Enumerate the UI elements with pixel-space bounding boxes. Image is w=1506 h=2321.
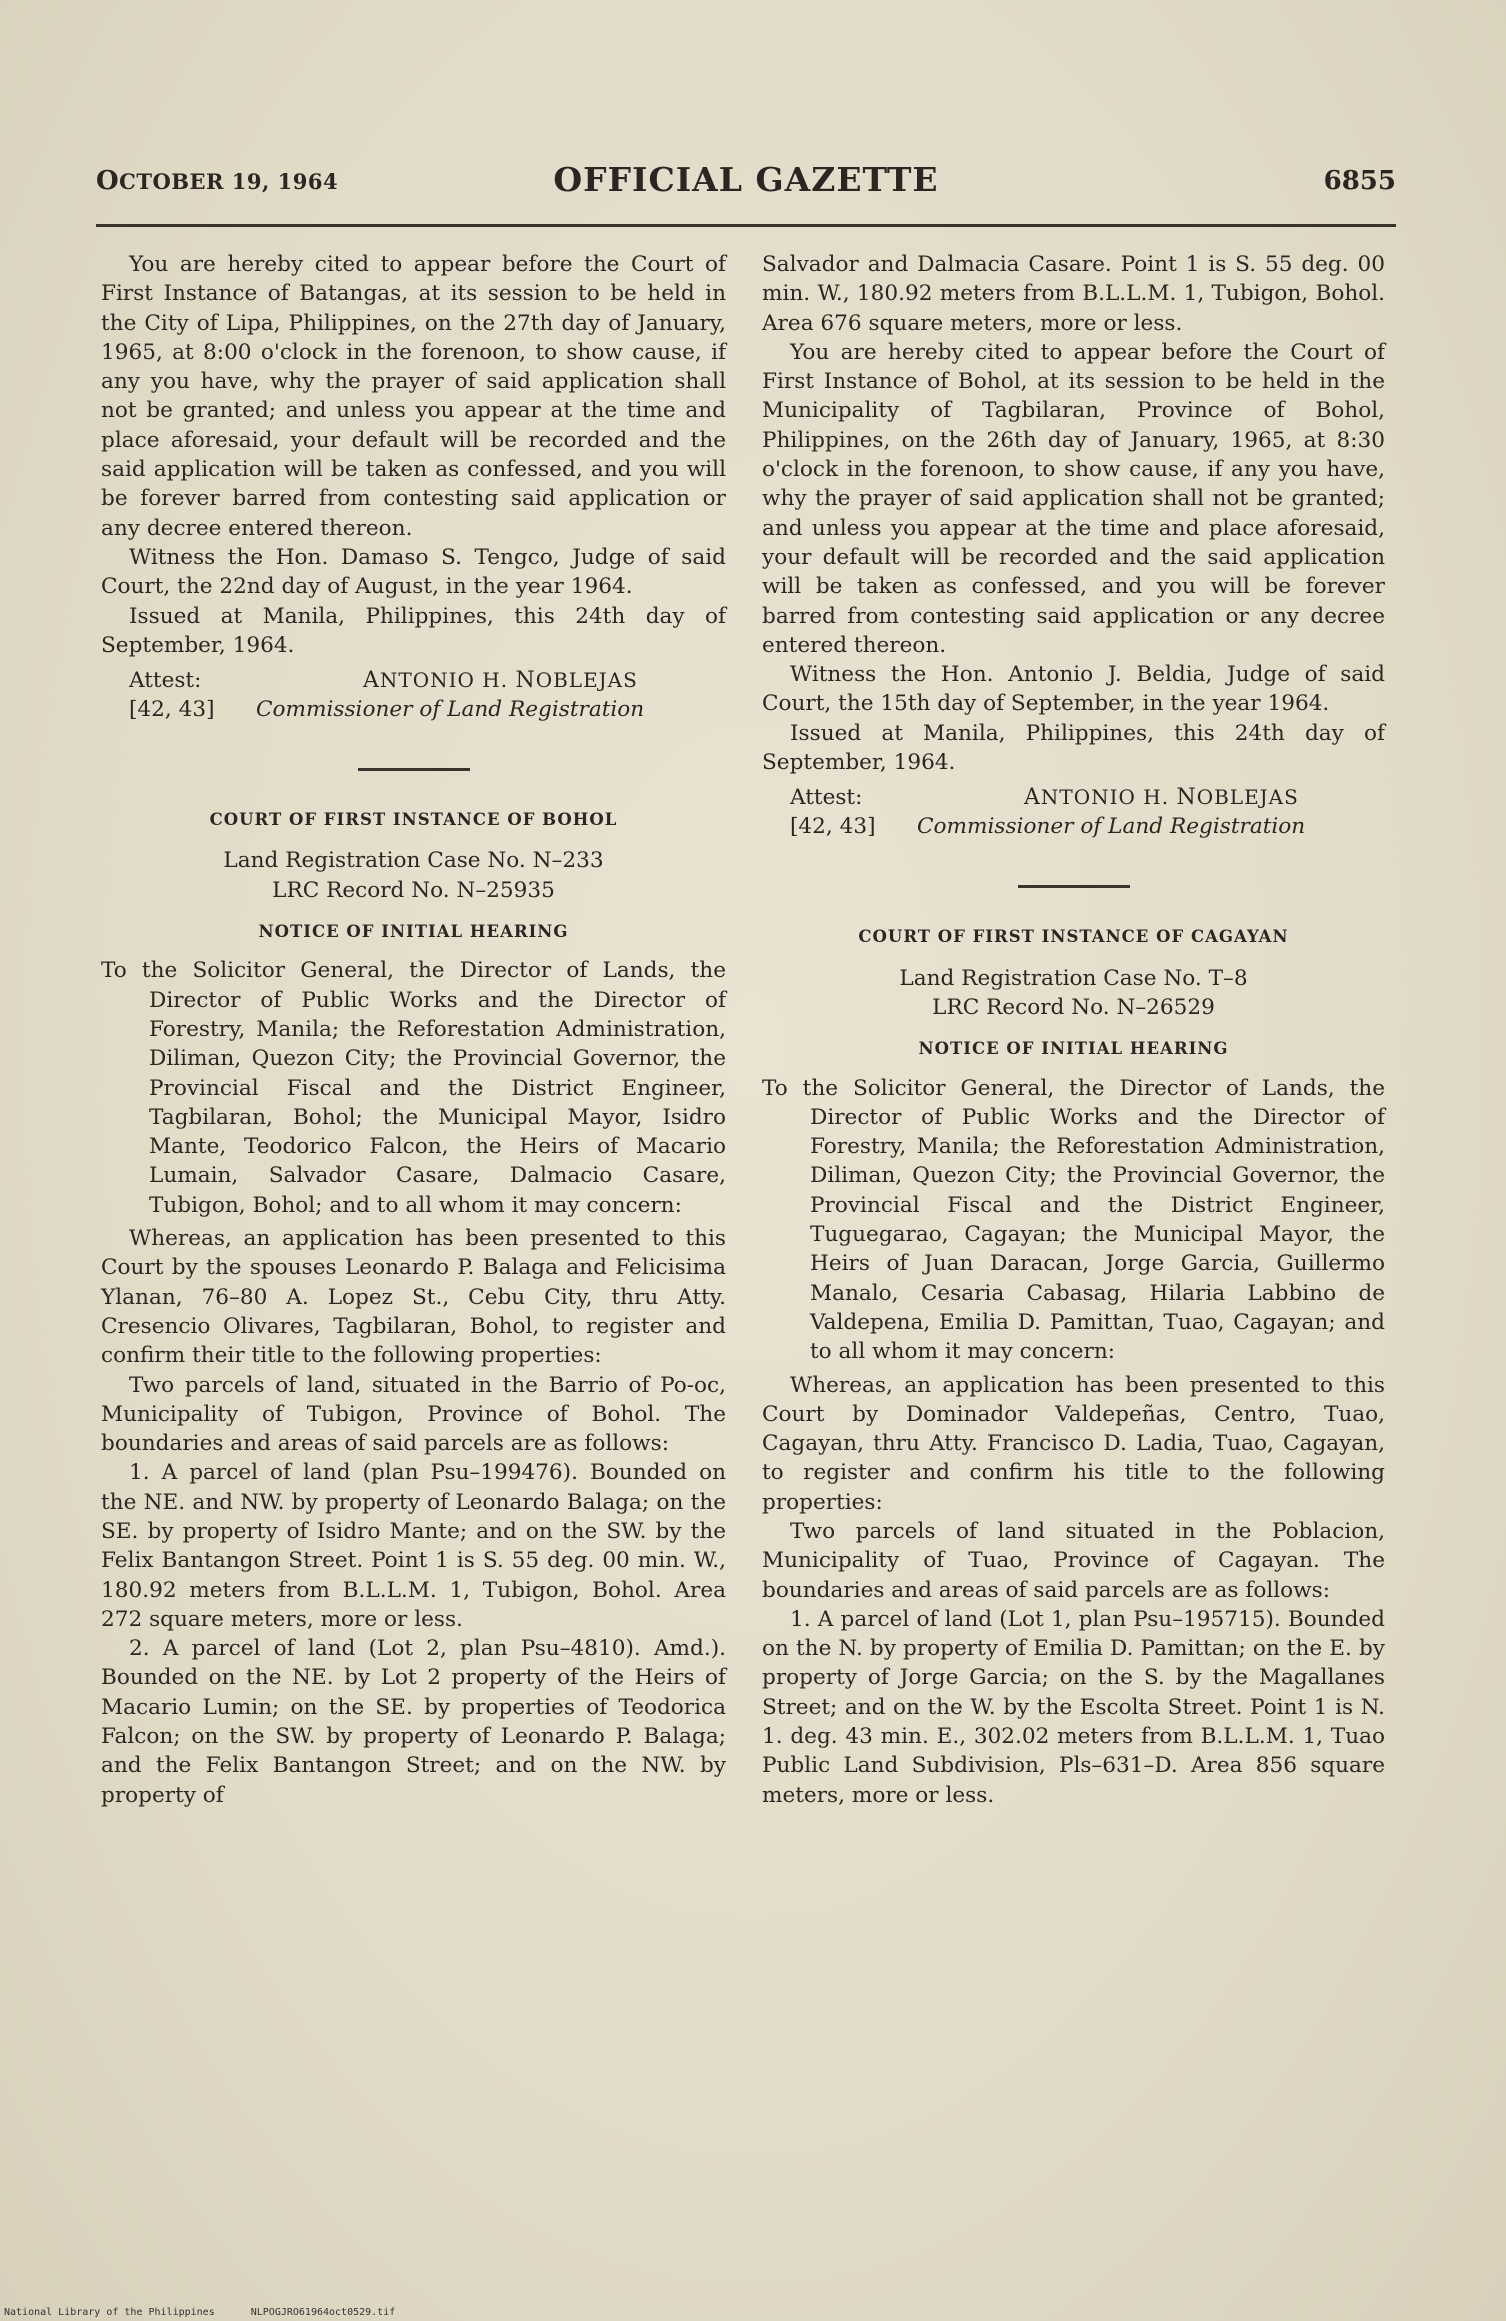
paragraph: Witness the Hon. Damaso S. Tengco, Judge of said Court, the 22nd day of August, in the year 1964. [101,544,726,600]
attest-label: Attest: [790,785,863,811]
court-heading: COURT OF FIRST INSTANCE OF BOHOL [209,810,618,830]
lrc-record-number: LRC Record No. N–25935 [272,877,555,903]
paragraph: Whereas, an application has been presented to this Court by Dominador Valdepeñas, Centro, Tuao, Cagayan, thru Atty. Francisco D. Ladia, Tuao, Cagayan, to register and confirm his title to the following properties: [762,1372,1385,1515]
case-number: Land Registration Case No. T–8 [899,965,1248,991]
attestation [101,666,726,726]
attest-title: Commissioner of Land Registration [917,814,1306,840]
paragraph: You are hereby cited to appear before the Court of First Instance of Batangas, at its session to be held in the City of Lipa, Philippines, on the 27th day of January, 1965, at 8:00 o'clock in the forenoon, to show cause, if any you have, why the prayer of said application shall not be granted; and unless you appear at the time and place aforesaid, your default will be recorded and the said application will be taken as confessed, and you will be forever barred from contesting said application or any decree entered thereon. [101,252,726,541]
paragraph: You are hereby cited to appear before the Court of First Instance of Bohol, at its session to be held in the Municipality of Tagbilaran, Province of Bohol, Philippines, on the 26th day of January, 1965, at 8:30 o'clock in the forenoon, to show cause, if any you have, why the prayer of said application shall not be granted; and unless you appear at the time and place aforesaid, your default will be recorded and the said application will be taken as confessed, and you will be forever barred from contesting said application or any decree entered thereon. [762,339,1385,658]
page-number: 6855 [1323,166,1396,196]
attest-reference: [42, 43] [790,814,876,840]
left-column [101,250,726,1810]
attest-label: Attest: [129,668,202,694]
paragraph: 2. A parcel of land (Lot 2, plan Psu–4810). Amd.). Bounded on the NE. by Lot 2 property of the Heirs of Macario Lumin; on the SE. by properties of Teodorica Falcon; on the SW. by property of Leonardo P. Balaga; and the Felix Bantangon Street; and on the NW. by property of [101,1636,726,1808]
addressees: To the Solicitor General, the Director of Lands, the Director of Public Works and the Director of Forestry, Manila; the Reforestation Administration, Diliman, Quezon City; the Provincial Governor, the Provincial Fiscal and the District Engineer, Tagbilaran, Bohol; the Municipal Mayor, Isidro Mante, Teodorico Falcon, the Heirs of Macario Lumain, Salvador Casare, Dalmacio Casare, Tubigon, Bohol; and to all whom it may concern: [101,958,726,1218]
attest-signatory: ANTONIO H. NOBLEJAS [1024,785,1299,811]
notice-heading: NOTICE OF INITIAL HEARING [258,922,569,942]
attest-title: Commissioner of Land Registration [256,697,645,723]
paragraph: Two parcels of land situated in the Poblacion, Municipality of Tuao, Province of Cagayan. The boundaries and areas of said parcels are as follows: [762,1518,1385,1603]
paragraph: 1. A parcel of land (plan Psu–199476). Bounded on the NE. and NW. by property of Leonardo Balaga; on the SE. by property of Isidro Mante; and on the SW. by the Felix Bantangon Street. Point 1 is S. 55 deg. 00 min. W., 180.92 meters from B.L.L.M. 1, Tubigon, Bohol. Area 272 square meters, more or less. [101,1460,726,1632]
attestation [762,783,1385,843]
paragraph: Witness the Hon. Antonio J. Beldia, Judge of said Court, the 15th day of September, in the year 1964. [762,662,1385,717]
library-credit: National Library of the Philippines [4,2307,215,2318]
attest-reference: [42, 43] [129,697,215,723]
paragraph: Two parcels of land, situated in the Barrio of Po-oc, Municipality of Tubigon, Province of Bohol. The boundaries and areas of said parcels are as follows: [101,1372,726,1457]
paragraph: Whereas, an application has been presented to this Court by the spouses Leonardo P. Balaga and Felicisima Ylanan, 76–80 A. Lopez St., Cebu City, thru Atty. Cresencio Olivares, Tagbilaran, Bohol, to register and confirm their title to the following properties: [101,1226,726,1369]
court-heading: COURT OF FIRST INSTANCE OF CAGAYAN [858,927,1289,947]
section-separator [358,768,470,771]
scan-filename: NLPOGJRO61964oct0529.tif [250,2307,396,2318]
paragraph: Issued at Manila, Philippines, this 24th day of September, 1964. [762,720,1385,776]
paragraph: Salvador and Dalmacia Casare. Point 1 is S. 55 deg. 00 min. W., 180.92 meters from B.L.L.M. 1, Tubigon, Bohol. Area 676 square meters, more or less. [762,252,1385,336]
paragraph: 1. A parcel of land (Lot 1, plan Psu–195715). Bounded on the N. by property of Emilia D. Pamittan; on the E. by property of Jorge Garcia; on the S. by the Magallanes Street; and on the W. by the Escolta Street. Point 1 is N. 1. deg. 43 min. E., 302.02 meters from B.L.L.M. 1, Tuao Public Land Subdivision, Pls–631–D. Area 856 square meters, more or less. [762,1606,1385,1808]
right-column [762,250,1385,1810]
lrc-record-number: LRC Record No. N–26529 [932,994,1215,1020]
page-header [96,160,1396,206]
header-rule [96,224,1396,227]
addressees: To the Solicitor General, the Director of Lands, the Director of Public Works and the Director of Forestry, Manila; the Reforestation Administration, Diliman, Quezon City; the Provincial Governor, the Provincial Fiscal and the District Engineer, Tuguegarao, Cagayan; the Municipal Mayor, the Heirs of Juan Daracan, Jorge Garcia, Guillermo Manalo, Cesaria Cabasag, Hilaria Labbino de Valdepena, Emilia D. Pamittan, Tuao, Cagayan; and to all whom it may concern: [762,1075,1385,1365]
case-number: Land Registration Case No. N–233 [223,848,604,874]
notice-heading: NOTICE OF INITIAL HEARING [918,1039,1229,1059]
publication-title: OFFICIAL GAZETTE [553,160,939,199]
scan-footer [4,2307,425,2318]
attest-signatory: ANTONIO H. NOBLEJAS [363,668,638,694]
issue-date: OCTOBER 19, 1964 [96,166,339,196]
section-separator [1018,885,1130,888]
paragraph: Issued at Manila, Philippines, this 24th day of September, 1964. [101,603,726,658]
